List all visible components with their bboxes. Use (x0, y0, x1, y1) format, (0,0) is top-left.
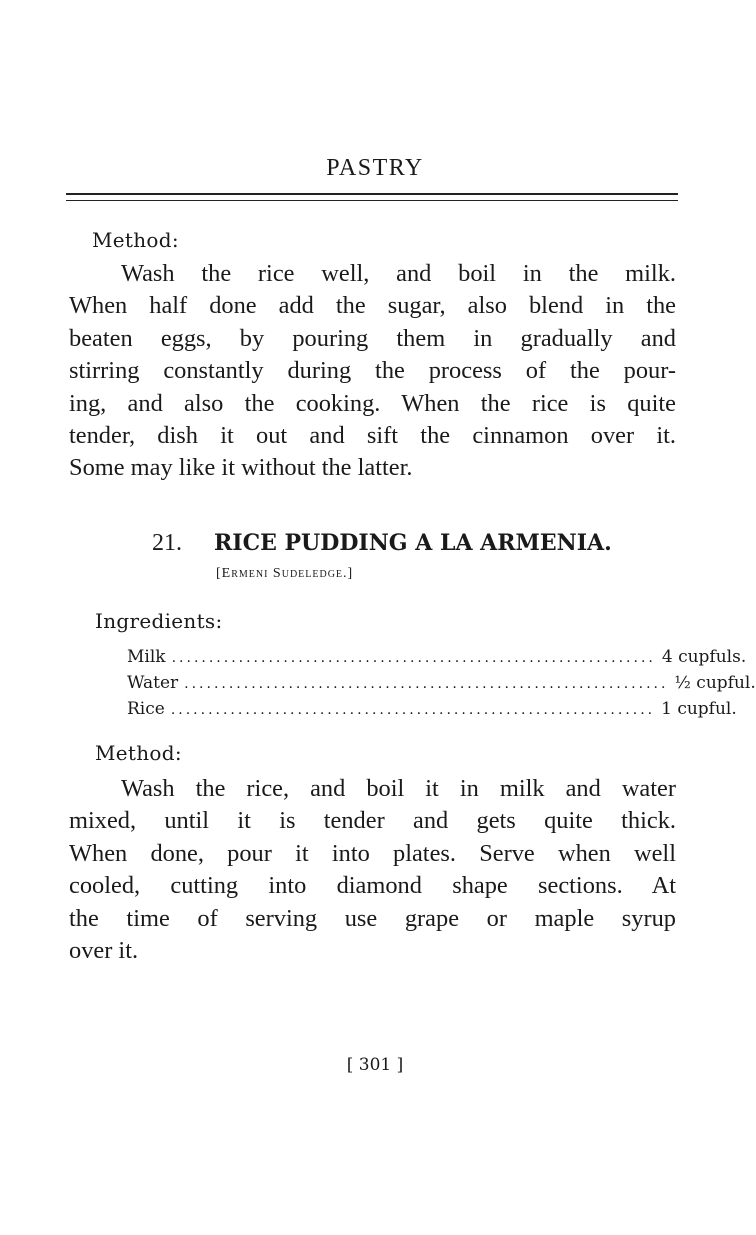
running-head: PASTRY (326, 155, 424, 181)
paragraph-line: stirring constantly during the process of the pour- (69, 357, 676, 385)
recipe-title: RICE PUDDING A LA ARMENIA. (214, 530, 612, 556)
paragraph-line: Some may like it without the latter. (69, 454, 413, 482)
ingredient-row (127, 673, 756, 699)
paragraph-line: the time of serving use grape or maple syrup (69, 904, 676, 932)
ingredient-name: Milk (127, 647, 166, 667)
ingredient-name: Rice (127, 699, 165, 719)
recipe-subtitle: [Ermeni Sudeledge.] (216, 566, 354, 581)
ingredients-label: Ingredients: (95, 609, 223, 633)
leader-dots: ................................................................. (184, 676, 669, 692)
paragraph-line: over it. (69, 937, 139, 965)
ingredient-quantity: 1 cupful. (661, 699, 737, 719)
paragraph-line: mixed, until it is tender and gets quite thick. (69, 807, 676, 835)
paragraph-line: Wash the rice, and boil it in milk and water (121, 775, 676, 802)
leader-dots: ................................................................. (171, 650, 656, 666)
recipe-number: 21. (152, 530, 182, 556)
method-paragraph (69, 773, 676, 967)
method-label: Method: (92, 228, 179, 252)
paragraph-line: cooled, cutting into diamond shape sections. At (69, 872, 676, 900)
leader-dots: ................................................................. (170, 702, 656, 718)
recipe-heading (152, 530, 612, 557)
ingredient-quantity: 4 cupfuls. (661, 647, 747, 667)
page-number: [ 301 ] (346, 1055, 404, 1075)
header-rule-thick (66, 193, 678, 195)
header-rule-thin (66, 200, 678, 201)
ingredient-row (127, 699, 737, 725)
ingredient-row (127, 647, 747, 673)
paragraph-line: tender, dish it out and sift the cinnamon over it. (69, 422, 676, 450)
paragraph-line: Wash the rice well, and boil in the milk. (121, 260, 676, 287)
paragraph-line: When half done add the sugar, also blend in the (69, 292, 676, 320)
method-label: Method: (95, 741, 182, 765)
paragraph-line: When done, pour it into plates. Serve when well (69, 839, 676, 867)
method-paragraph (69, 258, 676, 485)
ingredient-name: Water (127, 673, 179, 693)
ingredient-quantity: ½ cupful. (674, 673, 756, 693)
paragraph-line: ing, and also the cooking. When the rice is quite (69, 389, 676, 417)
paragraph-line: beaten eggs, by pouring them in gradually and (69, 324, 676, 352)
ingredients-list (127, 647, 756, 725)
